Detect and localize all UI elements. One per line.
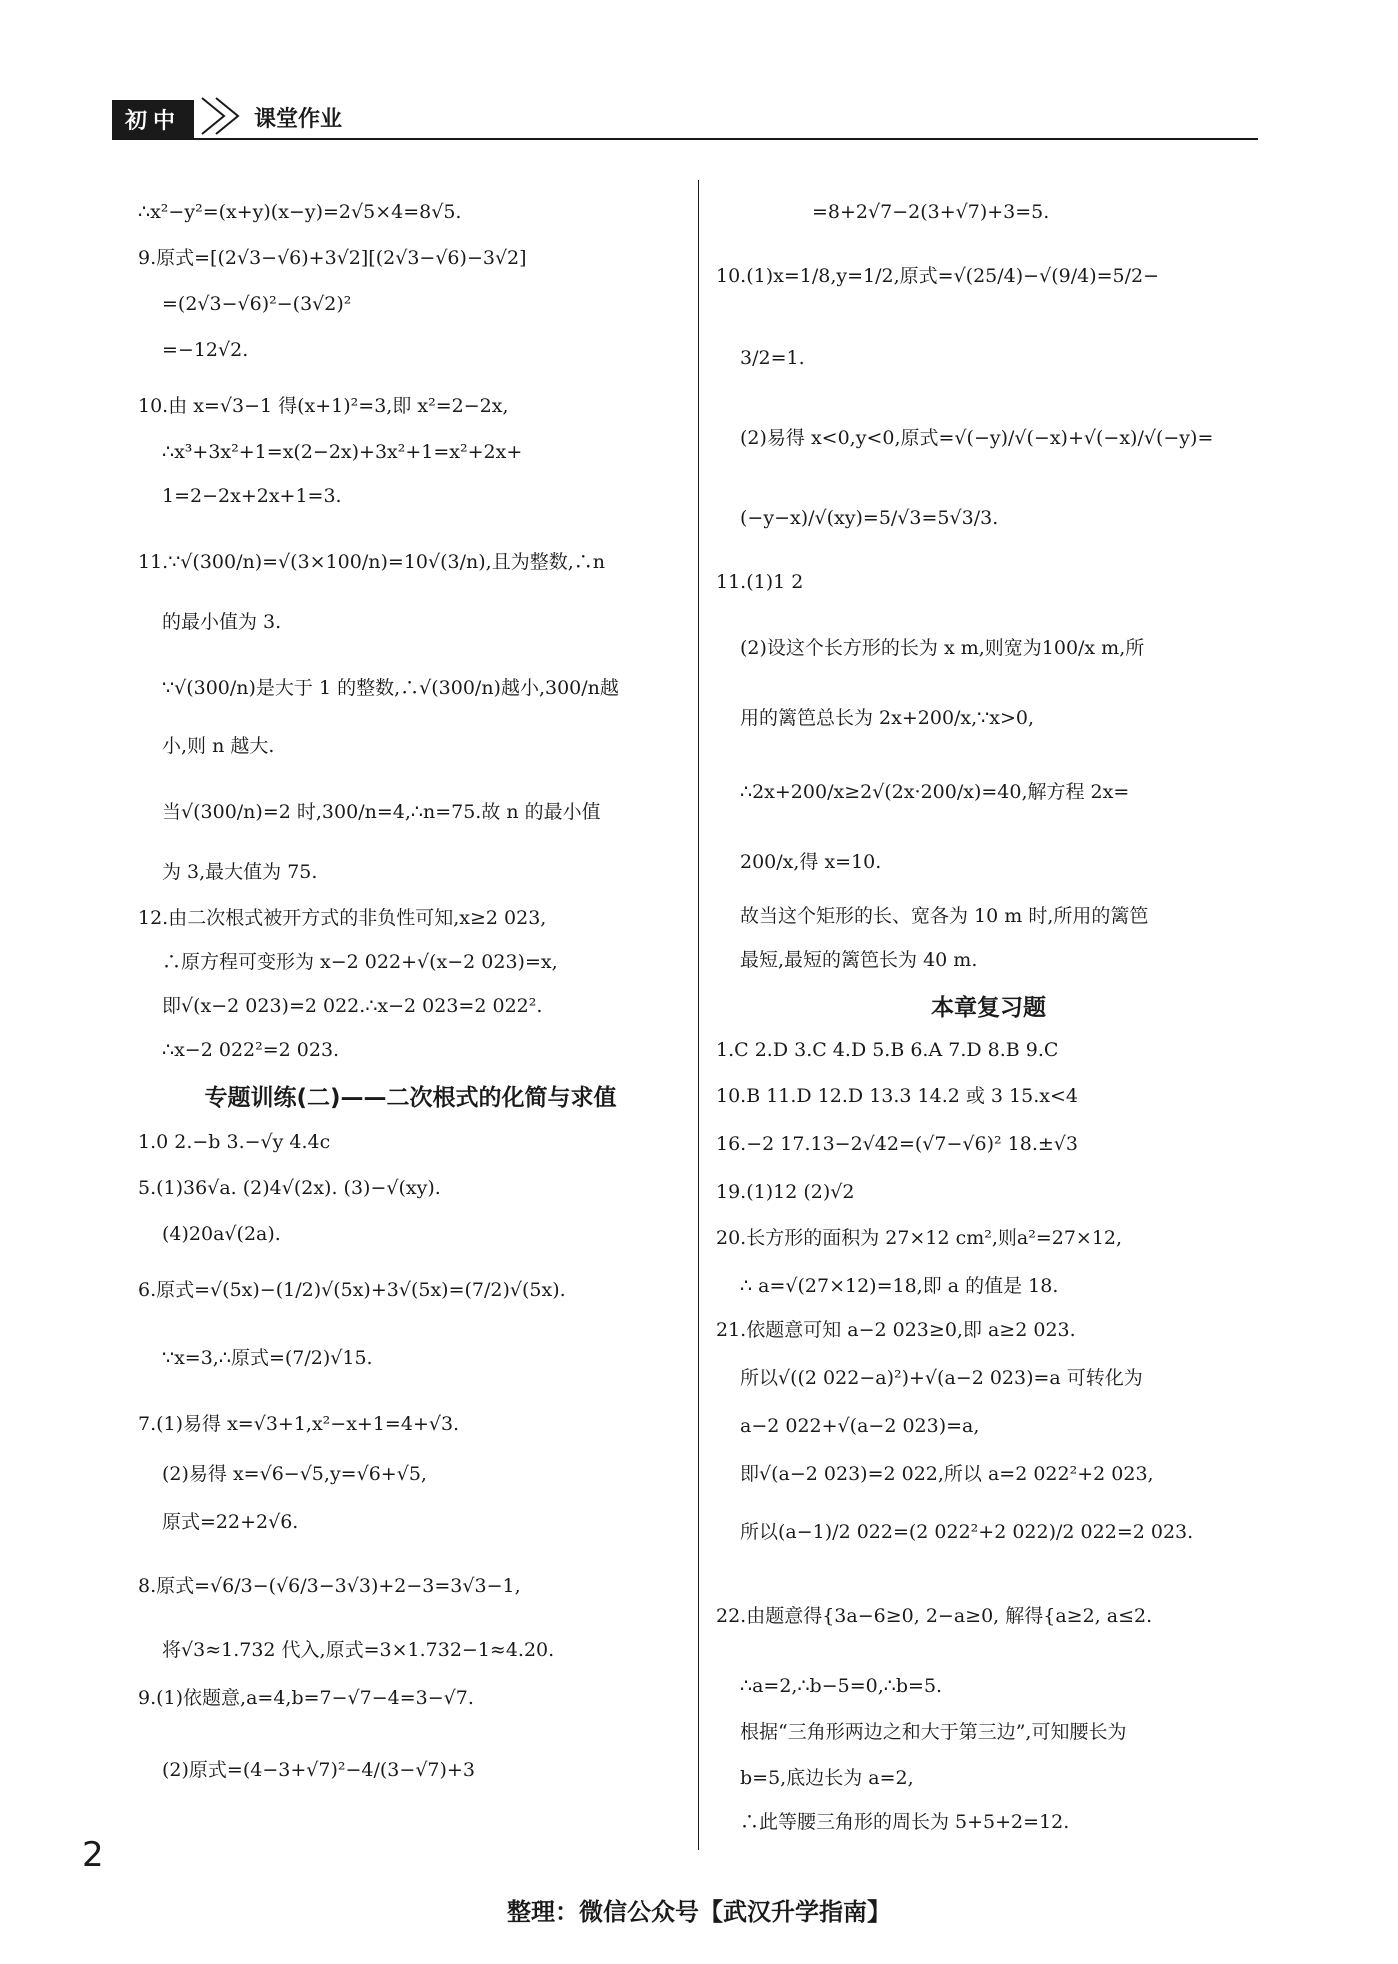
column-divider xyxy=(698,180,699,1850)
answer-line: 即√(x−2 023)=2 022.∴x−2 023=2 022². xyxy=(162,995,543,1017)
page-header xyxy=(112,92,1258,140)
answer-line: 16.−2 17.13−2√42=(√7−√6)² 18.±√3 xyxy=(716,1133,1078,1155)
answer-line: (4)20a√(2a). xyxy=(162,1223,281,1245)
answer-line: 9.原式=[(2√3−√6)+3√2][(2√3−√6)−3√2] xyxy=(138,247,527,269)
answer-line: 10.B 11.D 12.D 13.3 14.2 或 3 15.x<4 xyxy=(716,1085,1078,1107)
answer-line: ∴此等腰三角形的周长为 5+5+2=12. xyxy=(740,1811,1070,1833)
answer-line: ∴2x+200/x≥2√(2x·200/x)=40,解方程 2x= xyxy=(740,781,1130,803)
header-rule xyxy=(112,138,1258,140)
answer-line: 8.原式=√6/3−(√6/3−3√3)+2−3=3√3−1, xyxy=(138,1575,521,1597)
answer-line: 故当这个矩形的长、宽各为 10 m 时,所用的篱笆 xyxy=(740,905,1149,927)
answer-line: =−12√2. xyxy=(162,339,249,361)
answer-line: 即√(a−2 023)=2 022,所以 a=2 022²+2 023, xyxy=(740,1463,1154,1485)
answer-line: 7.(1)易得 x=√3+1,x²−x+1=4+√3. xyxy=(138,1413,460,1435)
answer-line: 用的篱笆总长为 2x+200/x,∵x>0, xyxy=(740,707,1035,729)
page-number: 2 xyxy=(82,1835,104,1875)
answer-line: b=5,底边长为 a=2, xyxy=(740,1767,914,1789)
answer-line: 12.由二次根式被开方式的非负性可知,x≥2 023, xyxy=(138,907,547,929)
answer-line: 原式=22+2√6. xyxy=(162,1511,299,1533)
answer-line: (2)设这个长方形的长为 x m,则宽为100/x m,所 xyxy=(740,637,1145,659)
footer-credit: 整理：微信公众号【武汉升学指南】 xyxy=(507,1898,891,1926)
answer-line: 11.(1)1 2 xyxy=(716,571,804,593)
answer-line: 10.(1)x=1/8,y=1/2,原式=√(25/4)−√(9/4)=5/2− xyxy=(716,265,1160,287)
answer-line: 将√3≈1.732 代入,原式=3×1.732−1≈4.20. xyxy=(162,1639,555,1661)
answer-line: 6.原式=√(5x)−(1/2)√(5x)+3√(5x)=(7/2)√(5x). xyxy=(138,1279,566,1301)
answer-line: =(2√3−√6)²−(3√2)² xyxy=(162,293,352,315)
answer-line: 3/2=1. xyxy=(740,347,805,369)
section-heading: 专题训练(二)——二次根式的化简与求值 xyxy=(204,1085,617,1111)
answer-line: 10.由 x=√3−1 得(x+1)²=3,即 x²=2−2x, xyxy=(138,395,509,417)
answer-line: 的最小值为 3. xyxy=(162,611,282,633)
answer-line: 200/x,得 x=10. xyxy=(740,851,882,873)
answer-line: =8+2√7−2(3+√7)+3=5. xyxy=(812,201,1050,223)
section-heading: 本章复习题 xyxy=(931,995,1046,1021)
answer-line: 最短,最短的篱笆长为 40 m. xyxy=(740,949,978,971)
answer-line: ∴原方程可变形为 x−2 022+√(x−2 023)=x, xyxy=(162,951,558,973)
answer-line: 1.0 2.−b 3.−√y 4.4c xyxy=(138,1131,331,1153)
answer-line: 19.(1)12 (2)√2 xyxy=(716,1181,855,1203)
answer-line: 1.C 2.D 3.C 4.D 5.B 6.A 7.D 8.B 9.C xyxy=(716,1039,1059,1061)
answer-line: ∴a=2,∴b−5=0,∴b=5. xyxy=(740,1675,943,1697)
answer-line: (−y−x)/√(xy)=5/√3=5√3/3. xyxy=(740,507,999,529)
answer-line: a−2 022+√(a−2 023)=a, xyxy=(740,1415,980,1437)
answer-line: ∵x=3,∴原式=(7/2)√15. xyxy=(162,1347,373,1369)
answer-line: ∴ a=√(27×12)=18,即 a 的值是 18. xyxy=(740,1275,1059,1297)
answer-line: (2)易得 x<0,y<0,原式=√(−y)/√(−x)+√(−x)/√(−y)= xyxy=(740,427,1214,449)
series-title: 课堂作业 xyxy=(254,107,343,132)
answer-line: 21.依题意可知 a−2 023≥0,即 a≥2 023. xyxy=(716,1319,1076,1341)
answer-line: 为 3,最大值为 75. xyxy=(162,861,318,883)
answer-line: ∴x−2 022²=2 023. xyxy=(162,1039,340,1061)
answer-line: 小,则 n 越大. xyxy=(162,735,275,757)
answer-line: 所以(a−1)/2 022=(2 022²+2 022)/2 022=2 023. xyxy=(740,1521,1194,1543)
answer-line: 1=2−2x+2x+1=3. xyxy=(162,485,342,507)
answer-line: 根据“三角形两边之和大于第三边”,可知腰长为 xyxy=(740,1721,1127,1743)
level-badge: 初中 xyxy=(112,100,194,138)
answer-line: (2)原式=(4−3+√7)²−4/(3−√7)+3 xyxy=(162,1759,475,1781)
answer-line: ∴x³+3x²+1=x(2−2x)+3x²+1=x²+2x+ xyxy=(162,441,523,463)
answer-line: 20.长方形的面积为 27×12 cm²,则a²=27×12, xyxy=(716,1227,1123,1249)
double-chevron-icon xyxy=(196,92,252,140)
answer-line: 当√(300/n)=2 时,300/n=4,∴n=75.故 n 的最小值 xyxy=(162,801,601,823)
answer-line: 所以√((2 022−a)²)+√(a−2 023)=a 可转化为 xyxy=(740,1367,1143,1389)
answer-line: 11.∵√(300/n)=√(3×100/n)=10√(3/n),且为整数,∴n xyxy=(138,551,605,573)
answer-line: (2)易得 x=√6−√5,y=√6+√5, xyxy=(162,1463,427,1485)
answer-line: 22.由题意得{3a−6≥0, 2−a≥0, 解得{a≥2, a≤2. xyxy=(716,1605,1153,1627)
answer-line: ∴x²−y²=(x+y)(x−y)=2√5×4=8√5. xyxy=(138,201,462,223)
answer-line: ∵√(300/n)是大于 1 的整数,∴√(300/n)越小,300/n越 xyxy=(162,677,619,699)
answer-line: 9.(1)依题意,a=4,b=7−√7−4=3−√7. xyxy=(138,1687,474,1709)
answer-line: 5.(1)36√a. (2)4√(2x). (3)−√(xy). xyxy=(138,1177,441,1199)
